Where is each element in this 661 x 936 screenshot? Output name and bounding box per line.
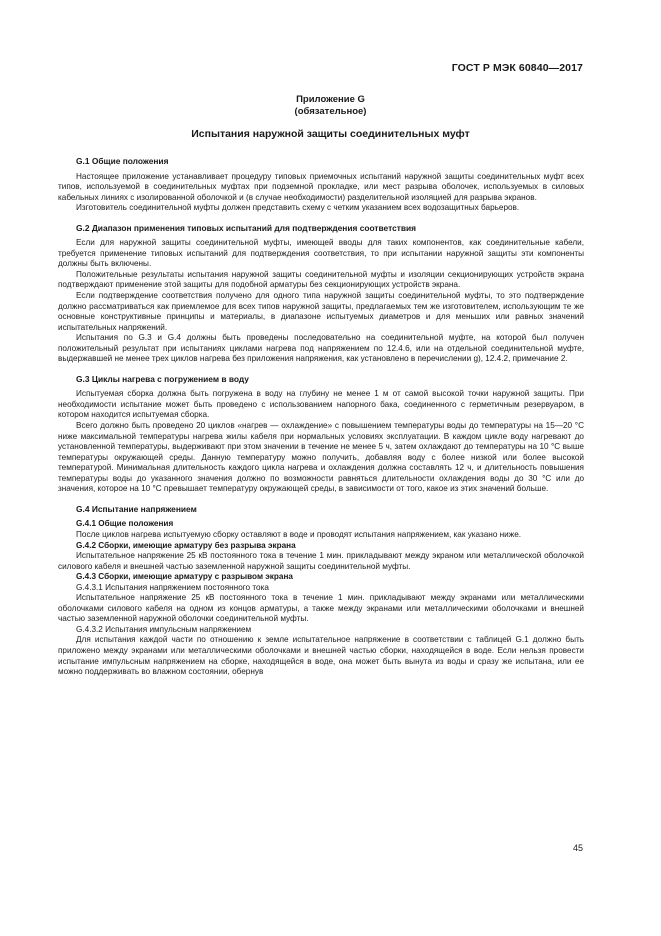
subsection-g42-heading: G.4.2 Сборки, имеющие арматуру без разрыва экрана [76, 540, 296, 550]
subsection-g431-paragraph: Испытательное напряжение 25 кВ постоянного тока в течение 1 мин. прикладывают между экранами или металлическими оболочками силового кабеля на одном из концов арматуры, а также между экранами или металлическими оболочками и внешней частью заземленной наружной оболочки соединительной муфты. [58, 593, 584, 624]
subsection-g41-heading: G.4.1 Общие положения [76, 519, 174, 529]
page-number: 45 [572, 843, 583, 853]
standard-designation: ГОСТ Р МЭК 60840—2017 [451, 62, 583, 74]
annex-heading: Испытания наружной защиты соединительных муфт [191, 128, 470, 140]
subsection-g43-heading: G.4.3 Сборки, имеющие арматуру с разрывом экрана [76, 572, 293, 582]
section-g2-paragraph: Положительные результаты испытания наружной защиты соединительной муфты и изоляции секционирующих устройств экрана подтверждают применение этой защиты для подобной арматуры без секционирующих устройств экрана. [58, 269, 584, 290]
subsection-g432-heading: G.4.3.2 Испытания импульсным напряжением [76, 624, 252, 634]
subsection-g432-paragraph: Для испытания каждой части по отношению к земле испытательное напряжение в соответствии с таблицей G.1 должно быть приложено между экранами или металлическими оболочками и внешней частью сборки, находящейся в воде. Если нельзя провести испытание импульсным напряжением на сборке, находящейся в воде, она может быть вынута из воды и сразу же испытана, или ее можно поддерживать во влажном состоянии, обернув [58, 635, 584, 677]
subsection-g41-paragraph: После циклов нагрева испытуемую сборку оставляют в воде и проводят испытания напряжением, как указано ниже. [76, 529, 522, 539]
section-g2-paragraph: Испытания по G.3 и G.4 должны быть проведены последовательно на соединительной муфте, на которой был получен положительный результат при испытаниях циклами нагрева под напряжением по 12.4.6, или на отдельной соединительной муфте, выдержавшей не менее трех циклов нагрева без приложения напряжения, как установлено в перечислении g), 12.4.2, примечание 2. [58, 333, 584, 364]
section-g2-paragraph: Если подтверждение соответствия получено для одного типа наружной защиты соединительной муфты, то это подтверждение должно рассматриваться как приемлемое для всех типов наружной защиты, предлагаемых тем же изготовителем, использующим те же основные конструктивные принципы и материалы, в диапазоне испытуемых диаметров и для меньших или равных значений испытательных напряжений. [58, 291, 584, 332]
subsection-g431-heading: G.4.3.1 Испытания напряжением постоянного тока [76, 582, 269, 592]
section-g1-paragraph: Настоящее приложение устанавливает процедуру типовых приемочных испытаний наружной защиты соединительных муфт всех типов, используемой в соединительных муфтах при подземной прокладке, или мест разрыва оболочек, используемых в силовых кабельных линиях с изолированной оболочкой и (в случае необходимости) разделительной изоляцией для разрыва экранов. [58, 171, 584, 202]
annex-status: (обязательное) [294, 106, 367, 117]
section-g1-paragraph: Изготовитель соединительной муфты должен представить схему с четким указанием всех водозащитных барьеров. [76, 203, 520, 213]
annex-title: Приложение G [296, 94, 365, 105]
section-g3-heading: G.3 Циклы нагрева с погружением в воду [76, 373, 249, 384]
section-g1-heading: G.1 Общие положения [76, 156, 169, 166]
section-g2-paragraph: Если для наружной защиты соединительной муфты, имеющей вводы для таких компонентов, как соединительные кабели, требуется применение типовых испытаний для подтверждения соответствия, то при испытании наружной защиты эти компоненты должны быть включены. [58, 238, 584, 269]
section-g4-heading: G.4 Испытание напряжением [76, 503, 197, 514]
section-g3-paragraph: Всего должно быть проведено 20 циклов «нагрев — охлаждение» с повышением температуры воды до температуры на 15—20 °С ниже максимальной температуры нагрева жилы кабеля при нормальных условиях эксплуатации. В каждом цикле воду нагревают до установленной температуры, выдерживают при этом значении в течение не менее 5 ч, затем охлаждают до температуры на 10 °С выше температуры окружающей среды. Данную температуру можно получить, добавляя воду с более низкой или более высокой температурой. Минимальная длительность каждого цикла нагрева и охлаждения должна составлять 12 ч, и длительность повышения температуры воды до указанного значения должно по возможности равняться длительности охлаждения воды до 30 °С или до значения, которое на 10 °С превышает температуру окружающей среды, в зависимости от того, какое из этих значений больше. [58, 421, 584, 494]
document-body [58, 156, 584, 678]
subsection-g42-paragraph: Испытательное напряжение 25 кВ постоянного тока в течение 1 мин. прикладывают между экраном или металлической оболочкой силового кабеля и внешней частью заземленной наружной защиты соединительной муфты. [58, 551, 584, 571]
section-g2-heading: G.2 Диапазон применения типовых испытаний для подтверждения соответствия [76, 222, 417, 233]
section-g3-paragraph: Испытуемая сборка должна быть погружена в воду на глубину не менее 1 м от самой высокой точки наружной защиты. При необходимости испытание может быть проведено с использованием напорного бака, соединенного с герметичным резервуаром, в котором находится испытуемая сборка. [58, 389, 584, 420]
